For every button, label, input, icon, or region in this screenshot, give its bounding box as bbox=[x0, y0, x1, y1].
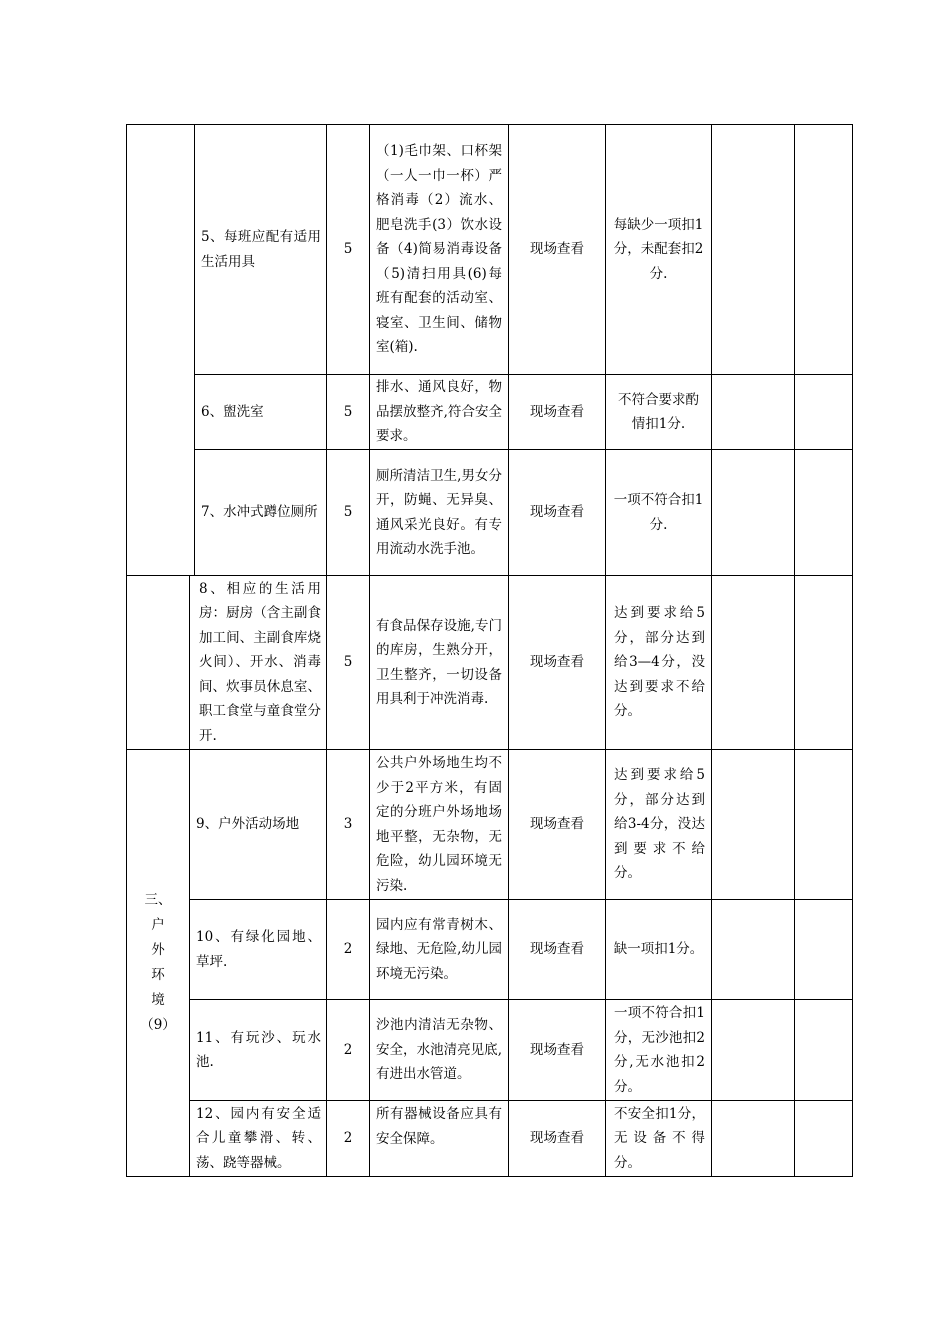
method-cell: 现场查看 bbox=[530, 654, 584, 671]
score-cell: 5 bbox=[343, 403, 353, 420]
requirement-cell: 园内应有常青树木、绿地、无危险,幼儿园环境无污染。 bbox=[376, 916, 502, 982]
scoring-cell: 缺一项扣1分。 bbox=[613, 941, 704, 958]
score-cell: 5 bbox=[343, 654, 353, 671]
score-cell: 2 bbox=[343, 1130, 353, 1147]
method-cell: 现场查看 bbox=[530, 1130, 584, 1147]
section-label-outdoor-environment: 三、 户 外 环 境 （9） bbox=[140, 892, 176, 1033]
score-cell: 5 bbox=[343, 241, 353, 258]
scoring-cell: 不安全扣1分，无设备不得分。 bbox=[614, 1105, 705, 1171]
score-cell: 3 bbox=[343, 816, 353, 833]
item-cell: 11、有玩沙、玩水池. bbox=[196, 1029, 321, 1070]
requirement-cell: 有食品保存设施,专门的库房，生熟分开，卫生整齐，一切设备用具利于冲洗消毒. bbox=[376, 617, 502, 707]
score-cell: 5 bbox=[343, 504, 353, 521]
requirement-cell: 厕所清洁卫生,男女分开，防蝇、无异臭、通风采光良好。有专用流动水洗手池。 bbox=[376, 467, 502, 557]
item-cell: 12、园内有安全适合儿童攀滑、转、荡、跷等器械。 bbox=[196, 1105, 321, 1171]
scoring-cell: 达到要求给5分，部分达到给3-4分，没达到要求不给分。 bbox=[614, 767, 705, 882]
method-cell: 现场查看 bbox=[530, 941, 584, 958]
item-cell: 7、水冲式蹲位厕所 bbox=[201, 504, 318, 521]
column-divider bbox=[189, 575, 190, 1177]
score-cell: 2 bbox=[343, 941, 353, 958]
column-divider bbox=[794, 124, 795, 1177]
item-cell: 6、盥洗室 bbox=[201, 403, 264, 420]
scoring-cell: 每缺少一项扣1分，未配套扣2分. bbox=[613, 216, 704, 282]
method-cell: 现场查看 bbox=[530, 1041, 584, 1058]
item-cell: 8、相应的生活用房：厨房（含主副食加工间、主副食库烧火间）、开水、消毒间、炊事员休息室、职工食堂与童食堂分开. bbox=[199, 580, 321, 744]
method-cell: 现场查看 bbox=[530, 403, 584, 420]
requirement-cell: 沙池内清洁无杂物、安全，水池清亮见底,有进出水管道。 bbox=[376, 1017, 502, 1083]
score-cell: 2 bbox=[343, 1041, 353, 1058]
requirement-cell: 所有器械设备应具有安全保障。 bbox=[376, 1106, 502, 1147]
column-divider bbox=[369, 124, 370, 1177]
scoring-cell: 一项不符合扣1分，无沙池扣2分,无水池扣2分。 bbox=[614, 1005, 705, 1095]
column-divider bbox=[711, 124, 712, 1177]
requirement-cell: 排水、通风良好，物品摆放整齐,符合安全要求。 bbox=[376, 379, 502, 445]
method-cell: 现场查看 bbox=[530, 504, 584, 521]
scoring-cell: 不符合要求酌情扣1分. bbox=[618, 391, 699, 432]
requirement-cell: 公共户外场地生均不少于2平方米，有固定的分班户外场地场地平整，无杂物，无危险，幼儿园环境无污染. bbox=[376, 755, 502, 894]
column-divider bbox=[605, 124, 606, 1177]
item-cell: 9、户外活动场地 bbox=[196, 816, 300, 833]
item-cell: 10、有绿化园地、草坪. bbox=[196, 929, 321, 970]
scoring-cell: 达到要求给5分，部分达到给3—4分，没达到要求不给分。 bbox=[614, 605, 705, 720]
item-cell: 5、每班应配有适用生活用具 bbox=[201, 229, 321, 270]
column-divider bbox=[194, 124, 195, 575]
requirement-cell: （1)毛巾架、口杯架（一人一巾一杯）严格消毒（2）流水、肥皂洗手(3）饮水设备（4)简易消毒设备（5)清扫用具(6)每班有配套的活动室、寝室、卫生间、储物室(箱). bbox=[376, 143, 502, 356]
method-cell: 现场查看 bbox=[530, 816, 584, 833]
method-cell: 现场查看 bbox=[530, 241, 584, 258]
scoring-cell: 一项不符合扣1分. bbox=[613, 492, 704, 533]
